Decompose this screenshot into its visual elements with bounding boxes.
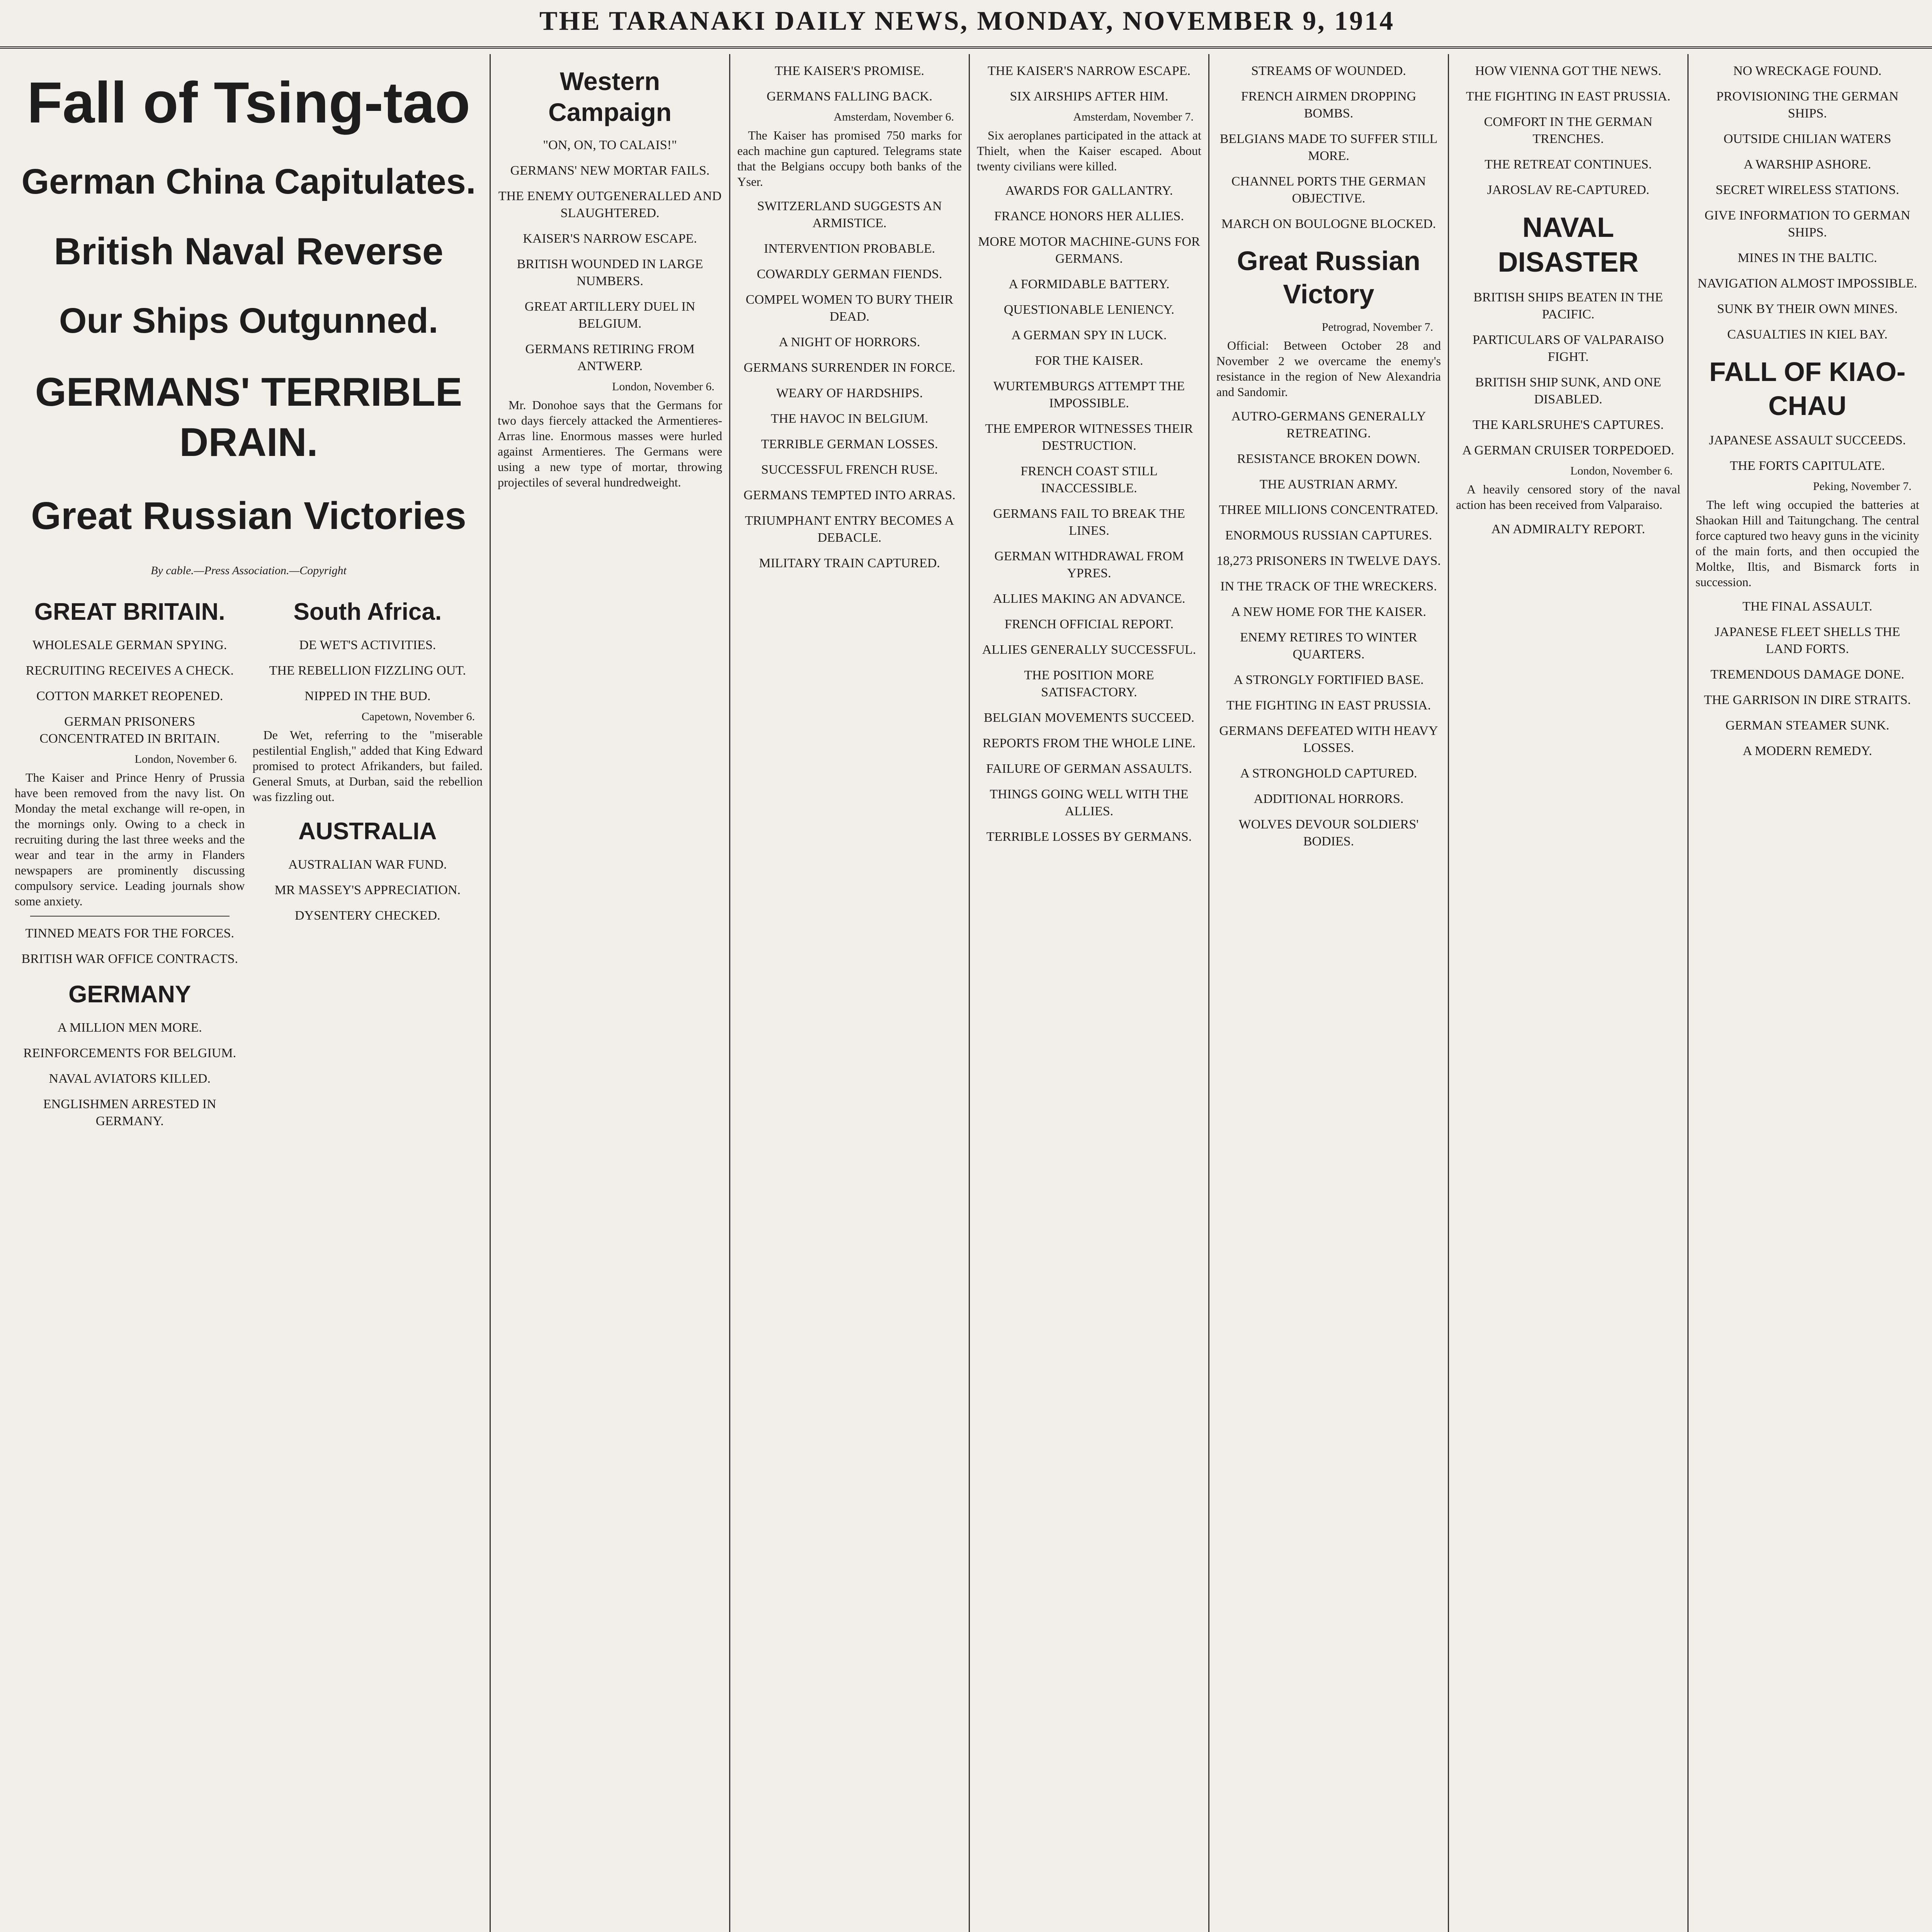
subhead: THREE MILLIONS CONCENTRATED. — [1219, 503, 1439, 517]
article-body: The left wing occupied the batteries at Shaokan Hill and Taitungchang. The central force captured two heavy guns in the vicinity of the main forts, and then occupied the Moltke, Iltis, and Bismarck forts in succession. — [1696, 498, 1919, 589]
subhead: THINGS GOING WELL WITH THE ALLIES. — [990, 787, 1189, 818]
dateline: Amsterdam, November 6. — [833, 111, 954, 123]
subhead: INTERVENTION PROBABLE. — [764, 242, 935, 256]
subhead: THE KAISER'S NARROW ESCAPE. — [988, 64, 1190, 78]
subhead: THE HAVOC IN BELGIUM. — [770, 412, 929, 426]
subhead: DYSENTERY CHECKED. — [294, 908, 440, 923]
subhead: GERMANS SURRENDER IN FORCE. — [743, 361, 956, 375]
section-great-britain: GREAT BRITAIN. — [34, 599, 225, 625]
subhead: GERMAN WITHDRAWAL FROM YPRES. — [994, 549, 1184, 580]
subhead: A GERMAN SPY IN LUCK. — [1011, 328, 1167, 342]
subhead: A MILLION MEN MORE. — [57, 1020, 202, 1035]
subhead: COMFORT IN THE GERMAN TRENCHES. — [1484, 115, 1653, 146]
subhead: TERRIBLE LOSSES BY GERMANS. — [986, 830, 1192, 844]
subhead: THE RETREAT CONTINUES. — [1485, 157, 1652, 172]
subhead: JAROSLAV RE-CAPTURED. — [1487, 183, 1650, 197]
subhead: GIVE INFORMATION TO GERMAN SHIPS. — [1704, 208, 1910, 240]
subhead: A WARSHIP ASHORE. — [1743, 157, 1871, 172]
subhead: GREAT ARTILLERY DUEL IN BELGIUM. — [524, 299, 696, 331]
byline: By cable.—Press Association.—Copyright — [151, 564, 347, 577]
divider — [30, 916, 230, 917]
subhead: A NIGHT OF HORRORS. — [779, 335, 920, 349]
subhead: AUTRO-GERMANS GENERALLY RETREATING. — [1231, 409, 1426, 440]
headline-russian-victories: Great Russian Victories — [31, 494, 466, 537]
subhead: HOW VIENNA GOT THE NEWS. — [1475, 64, 1662, 78]
subhead: NAVAL AVIATORS KILLED. — [49, 1071, 211, 1086]
subhead: OUTSIDE CHILIAN WATERS — [1723, 132, 1891, 146]
article-body: The Kaiser has promised 750 marks for each machine gun captured. Telegrams state that the Belgians occupy both banks of the Yser. — [737, 128, 962, 189]
subhead: ENORMOUS RUSSIAN CAPTURES. — [1225, 528, 1432, 543]
section-australia: AUSTRALIA — [298, 818, 437, 845]
subcolumns — [15, 585, 483, 1134]
subhead: AN ADMIRALTY REPORT. — [1491, 522, 1645, 536]
headline-tsingtao: Fall of Tsing-tao — [27, 70, 471, 135]
article-body: Mr. Donohoe says that the Germans for two days fiercely attacked the Armentieres-Arras line. Enormous masses were hurled against Armentieres. The Germans were using a new type of mortar, throwing projectiles of several hundredweight. — [498, 398, 722, 489]
subhead: GERMANS RETIRING FROM ANTWERP. — [525, 342, 695, 373]
columns — [8, 54, 1926, 1932]
subhead: GERMANS FALLING BACK. — [766, 89, 933, 104]
headline-western-campaign: Western Campaign — [548, 67, 672, 126]
article-body: Official: Between October 28 and November 2 we overcame the enemy's resistance in the region of New Alexandria and Sandomir. — [1216, 338, 1441, 399]
subhead: WHOLESALE GERMAN SPYING. — [32, 638, 227, 652]
subhead: RESISTANCE BROKEN DOWN. — [1237, 452, 1420, 466]
subhead: MILITARY TRAIN CAPTURED. — [759, 556, 940, 570]
subhead: PARTICULARS OF VALPARAISO FIGHT. — [1473, 333, 1664, 364]
subhead: TINNED MEATS FOR THE FORCES. — [25, 926, 235, 940]
subhead: THE REBELLION FIZZLING OUT. — [269, 663, 466, 678]
subhead: ENEMY RETIRES TO WINTER QUARTERS. — [1240, 630, 1417, 662]
subhead: ENGLISHMEN ARRESTED IN GERMANY. — [43, 1097, 216, 1128]
dateline: London, November 6. — [134, 753, 237, 765]
subhead: GERMAN STEAMER SUNK. — [1725, 718, 1889, 733]
subhead: PROVISIONING THE GERMAN SHIPS. — [1716, 89, 1899, 121]
subhead: KAISER'S NARROW ESCAPE. — [523, 231, 697, 246]
subcolumn-sa — [253, 585, 483, 1134]
subhead: MR MASSEY'S APPRECIATION. — [274, 883, 461, 897]
subhead: COMPEL WOMEN TO BURY THEIR DEAD. — [745, 293, 954, 324]
headline-naval-reverse: British Naval Reverse — [54, 230, 444, 272]
dateline: Amsterdam, November 7. — [1073, 111, 1194, 123]
subhead: CASUALTIES IN KIEL BAY. — [1727, 327, 1888, 342]
subhead: COTTON MARKET REOPENED. — [36, 689, 223, 703]
subhead: THE FINAL ASSAULT. — [1742, 599, 1872, 614]
subhead: NAVIGATION ALMOST IMPOSSIBLE. — [1697, 276, 1917, 291]
subhead: NO WRECKAGE FOUND. — [1733, 64, 1882, 78]
subhead: TREMENDOUS DAMAGE DONE. — [1710, 667, 1905, 682]
subhead: GERMANS FAIL TO BREAK THE LINES. — [993, 507, 1185, 538]
subhead: THE KARLSRUHE'S CAPTURES. — [1473, 418, 1664, 432]
subhead: THE ENEMY OUTGENERALLED AND SLAUGHTERED. — [498, 189, 722, 220]
headline-outgunned: Our Ships Outgunned. — [59, 301, 439, 340]
subhead: STREAMS OF WOUNDED. — [1251, 64, 1406, 78]
subhead: NIPPED IN THE BUD. — [304, 689, 431, 703]
subhead: QUESTIONABLE LENIENCY. — [1003, 303, 1175, 317]
subhead: DE WET'S ACTIVITIES. — [299, 638, 436, 652]
subhead: BELGIANS MADE TO SUFFER STILL MORE. — [1219, 132, 1438, 163]
article-body: De Wet, referring to the "miserable pestilential English," added that King Edward promised to protect Afrikanders, but failed. General Smuts, at Durban, said the rebellion was fizzling out. — [252, 728, 483, 804]
column-3 — [730, 54, 970, 1932]
subhead: GERMANS TEMPTED INTO ARRAS. — [743, 488, 956, 502]
column-5 — [1209, 54, 1449, 1932]
dateline: London, November 6. — [612, 380, 714, 393]
subhead: ADDITIONAL HORRORS. — [1253, 792, 1404, 806]
subhead: IN THE TRACK OF THE WRECKERS. — [1220, 579, 1437, 594]
article-body: A heavily censored story of the naval action has been received from Valparaiso. — [1456, 482, 1680, 512]
dateline: Capetown, November 6. — [361, 710, 475, 723]
section-germany: GERMANY — [68, 981, 191, 1008]
subhead: THE GARRISON IN DIRE STRAITS. — [1704, 693, 1911, 707]
subhead: A MODERN REMEDY. — [1743, 744, 1872, 758]
subhead: AWARDS FOR GALLANTRY. — [1005, 184, 1173, 198]
subhead: GERMANS DEFEATED WITH HEAVY LOSSES. — [1219, 724, 1438, 755]
subhead: SUNK BY THEIR OWN MINES. — [1717, 302, 1898, 316]
dateline: Peking, November 7. — [1813, 480, 1912, 493]
subhead: AUSTRALIAN WAR FUND. — [288, 857, 447, 872]
subhead: THE AUSTRIAN ARMY. — [1259, 477, 1398, 492]
subhead: A FORMIDABLE BATTERY. — [1009, 277, 1170, 291]
subhead: JAPANESE ASSAULT SUCCEEDS. — [1709, 433, 1906, 447]
subhead: ALLIES MAKING AN ADVANCE. — [993, 592, 1185, 606]
column-7 — [1689, 54, 1926, 1932]
subhead: A STRONGLY FORTIFIED BASE. — [1233, 673, 1424, 687]
headline-terrible-drain: GERMANS' TERRIBLE DRAIN. — [35, 370, 463, 465]
dateline: Petrograd, November 7. — [1321, 321, 1433, 333]
subhead: MARCH ON BOULOGNE BLOCKED. — [1221, 217, 1436, 231]
subhead: THE POSITION MORE SATISFACTORY. — [1024, 668, 1154, 699]
subhead: BELGIAN MOVEMENTS SUCCEED. — [984, 711, 1194, 725]
subhead: A NEW HOME FOR THE KAISER. — [1231, 605, 1426, 619]
subhead: SWITZERLAND SUGGESTS AN ARMISTICE. — [757, 199, 942, 230]
subhead: COWARDLY GERMAN FIENDS. — [757, 267, 942, 281]
column-4 — [970, 54, 1209, 1932]
subhead: TRIUMPHANT ENTRY BECOMES A DEBACLE. — [745, 514, 954, 545]
subhead: SUCCESSFUL FRENCH RUSE. — [761, 463, 938, 477]
article-body: Six aeroplanes participated in the attack at Thielt, when the Kaiser escaped. About twenty civilians were killed. — [977, 128, 1201, 173]
headline-kiao-chau: FALL OF KIAO-CHAU — [1709, 357, 1906, 421]
subhead: FAILURE OF GERMAN ASSAULTS. — [986, 762, 1192, 776]
subhead: "ON, ON, TO CALAIS!" — [543, 138, 677, 152]
subhead: THE FIGHTING IN EAST PRUSSIA. — [1226, 698, 1431, 713]
subhead: WEARY OF HARDSHIPS. — [776, 386, 923, 400]
subhead: BRITISH WOUNDED IN LARGE NUMBERS. — [517, 257, 703, 288]
subhead: SIX AIRSHIPS AFTER HIM. — [1010, 89, 1168, 104]
subhead: FOR THE KAISER. — [1035, 354, 1143, 368]
subhead: TERRIBLE GERMAN LOSSES. — [761, 437, 938, 451]
subhead: THE EMPEROR WITNESSES THEIR DESTRUCTION. — [985, 422, 1193, 453]
subhead: BRITISH SHIP SUNK, AND ONE DISABLED. — [1475, 375, 1662, 406]
subcolumn-gb — [15, 585, 245, 1134]
headline-naval-disaster: NAVAL DISASTER — [1498, 212, 1639, 278]
subhead: BRITISH SHIPS BEATEN IN THE PACIFIC. — [1473, 290, 1663, 321]
headline-capitulates: German China Capitulates. — [21, 162, 476, 201]
subhead: GERMANS' NEW MORTAR FAILS. — [510, 163, 710, 178]
subhead: JAPANESE FLEET SHELLS THE LAND FORTS. — [1714, 625, 1900, 656]
subhead: THE FIGHTING IN EAST PRUSSIA. — [1466, 89, 1671, 104]
subhead: FRENCH COAST STILL INACCESSIBLE. — [1020, 464, 1158, 495]
subhead: WURTEMBURGS ATTEMPT THE IMPOSSIBLE. — [993, 379, 1185, 410]
subhead: THE KAISER'S PROMISE. — [775, 64, 924, 78]
subhead: THE FORTS CAPITULATE. — [1730, 459, 1885, 473]
subhead: SECRET WIRELESS STATIONS. — [1716, 183, 1899, 197]
subhead: REPORTS FROM THE WHOLE LINE. — [982, 736, 1196, 750]
column-2 — [491, 54, 730, 1932]
dateline: London, November 6. — [1570, 464, 1673, 477]
section-south-africa: South Africa. — [293, 599, 442, 625]
subhead: A GERMAN CRUISER TORPEDOED. — [1462, 443, 1674, 457]
subhead: ALLIES GENERALLY SUCCESSFUL. — [982, 643, 1196, 657]
article-body: The Kaiser and Prince Henry of Prussia have been removed from the navy list. On Monday the metal exchange will re-open, in the mornings only. Owing to a check in recruiting during the last three weeks and the wear and tear in the army in Flanders newspapers are prominently discussing compulsory service. Leading journals show some anxiety. — [15, 770, 245, 908]
subhead: FRENCH AIRMEN DROPPING BOMBS. — [1241, 89, 1417, 121]
subhead: A STRONGHOLD CAPTURED. — [1240, 766, 1417, 781]
subhead: MINES IN THE BALTIC. — [1738, 251, 1877, 265]
subhead: FRENCH OFFICIAL REPORT. — [1004, 617, 1174, 631]
subhead: CHANNEL PORTS THE GERMAN OBJECTIVE. — [1231, 174, 1426, 206]
column-1 — [8, 54, 491, 1932]
subhead: WOLVES DEVOUR SOLDIERS' BODIES. — [1238, 817, 1419, 849]
subhead: 18,273 PRISONERS IN TWELVE DAYS. — [1216, 554, 1441, 568]
headline-great-russian-victory: Great Russian Victory — [1237, 246, 1420, 309]
subhead: MORE MOTOR MACHINE-GUNS FOR GERMANS. — [978, 235, 1200, 266]
subhead: RECRUITING RECEIVES A CHECK. — [26, 663, 234, 678]
column-6 — [1449, 54, 1689, 1932]
subhead: FRANCE HONORS HER ALLIES. — [994, 209, 1184, 223]
subhead: GERMAN PRISONERS CONCENTRATED IN BRITAIN. — [39, 714, 220, 746]
masthead: THE TARANAKI DAILY NEWS, MONDAY, NOVEMBER 9, 1914 — [0, 0, 1932, 49]
subhead: REINFORCEMENTS FOR BELGIUM. — [23, 1046, 236, 1060]
subhead: BRITISH WAR OFFICE CONTRACTS. — [21, 952, 238, 966]
